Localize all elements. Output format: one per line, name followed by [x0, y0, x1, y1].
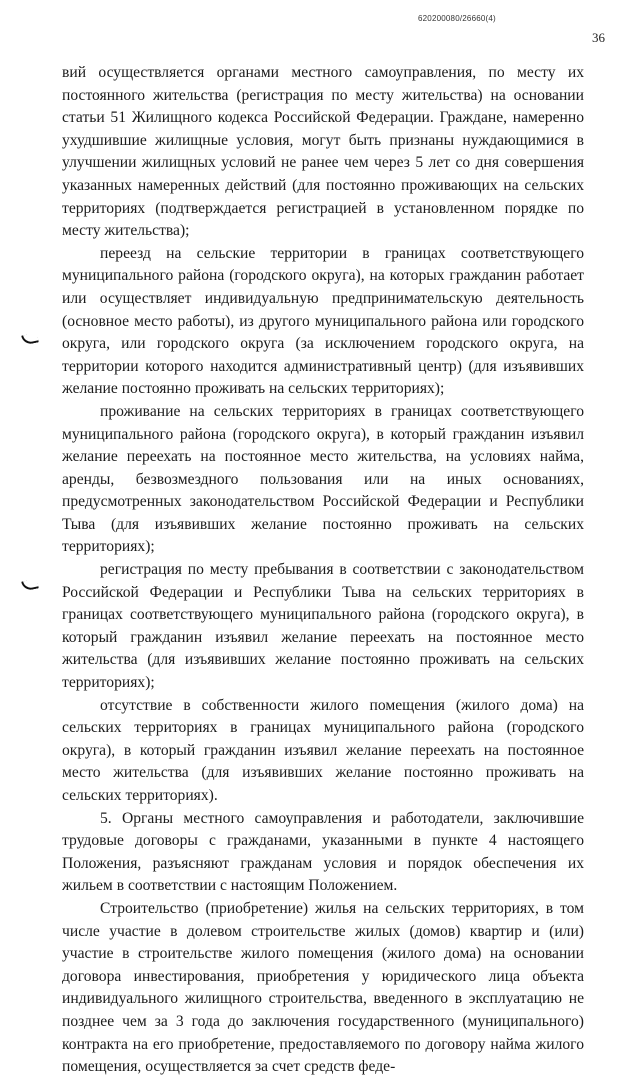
paragraph-registration: регистрация по месту пребывания в соответствии с законодательством Российской Федерации и Республики Тыва на сельских территориях в границах соответствующего муниципального района (городского округа), в который гражданин изъявил желание переехать на постоянное место жительства (для изъявивших желание постоянно проживать на сельских территориях);: [62, 561, 584, 692]
paragraph-residence: проживание на сельских территориях в границах соответствующего муниципального района (городского округа), в который гражданин изъявил желание переехать на постоянное место жительства, на условиях найма, аренды, безвозмездного пользования или на иных основаниях, предусмотренных законодательством Российской Федерации и Республики Тыва (для изъявивших желание постоянно проживать на сельских территориях);: [62, 402, 584, 556]
paragraph-construction: Строительство (приобретение) жилья на сельских территориях, в том числе участие в долевом строительстве жилых (домов) квартир и (или) участие в строительстве жилого помещения (жилого дома) на основании договора инвестирования, приобретения у юридического лица объекта индивидуального жилищного строительства, введенного в эксплуатацию не позднее чем за 3 года до заключения государственного (муниципального) контракта на его приобретение, предоставляемого по договору найма жилого помещения, осуществляется за счет средств феде-: [62, 899, 584, 1076]
document-body: [62, 62, 584, 1079]
paragraph-item-5: 5. Органы местного самоуправления и работодатели, заключившие трудовые договоры с гражданами, указанными в пункте 4 настоящего Положения, разъясняют гражданам условия и порядок обеспечения их жильем в соответствии с настоящим Положением.: [62, 809, 584, 895]
paragraph-continuation: вий осуществляется органами местного самоуправления, по месту их постоянного жительства (регистрация по месту жительства) на основании статьи 51 Жилищного кодекса Российской Федерации. Граждане, намеренно ухудшившие жилищные условия, могут быть признаны нуждающимися в улучшении жилищных условий не ранее чем через 5 лет со дня совершения указанных намеренных действий (для постоянно проживающих на сельских территориях (подтверждается регистрацией в установленном порядке по месту жительства);: [62, 64, 584, 240]
document-code: 620200080/26660(4): [418, 14, 496, 23]
margin-check-mark: [21, 578, 39, 591]
page-number: 36: [592, 30, 605, 45]
margin-check-mark: [21, 332, 39, 345]
paragraph-relocation: переезд на сельские территории в границах соответствующего муниципального района (городского округа), на которых гражданин работает или осуществляет индивидуальную предпринимательскую деятельность (основное место работы), из другого муниципального района или городского округа, или городского округа (за исключением городского округа, на территории которого находится административный центр) (для изъявивших желание постоянно проживать на сельских территориях);: [62, 244, 584, 398]
paragraph-no-ownership: отсутствие в собственности жилого помещения (жилого дома) на сельских территориях в границах муниципального района (городского округа), в который гражданин изъявил желание переехать на постоянное место жительства (для изъявивших желание постоянно проживать на сельских территориях).: [62, 696, 584, 804]
